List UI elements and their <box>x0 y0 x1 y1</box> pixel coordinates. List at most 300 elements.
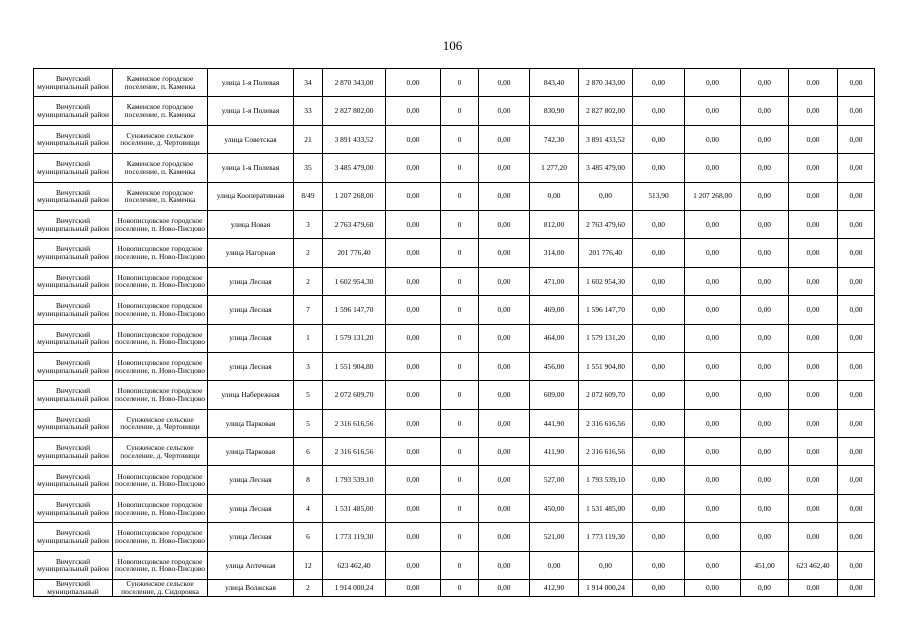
cell-house-number: 8 <box>294 466 323 494</box>
cell-house-number: 34 <box>294 69 323 97</box>
cell-street: улица Аптечная <box>208 551 294 579</box>
cell-cost-a: 1 596 147,70 <box>579 296 633 324</box>
cell-col-11: 0,00 <box>633 466 685 494</box>
cell-col-15: 0,00 <box>838 438 875 466</box>
cell-col-15: 0,00 <box>838 239 875 267</box>
cell-house-number: 2 <box>294 239 323 267</box>
cell-municipal-district: Вичугский муниципальный район <box>34 324 113 352</box>
cell-col-7: 0 <box>441 69 479 97</box>
cell-settlement: Новописцовское городское поселение, п. Ново-Писцово <box>113 210 208 238</box>
cell-col-11: 0,00 <box>633 551 685 579</box>
table-row <box>34 409 875 437</box>
cell-col-13: 0,00 <box>741 296 789 324</box>
cell-col-6: 0,00 <box>386 580 441 597</box>
cell-col-6: 0,00 <box>386 352 441 380</box>
cell-settlement: Новописцовское городское поселение, п. Ново-Писцово <box>113 523 208 551</box>
cell-col-8: 0,00 <box>479 551 530 579</box>
cell-col-13: 451,00 <box>741 551 789 579</box>
cell-col-6: 0,00 <box>386 210 441 238</box>
cell-cost-a: 1 914 000,24 <box>579 580 633 597</box>
cell-col-8: 0,00 <box>479 324 530 352</box>
cell-total-cost: 2 827 802,00 <box>323 97 386 125</box>
cell-col-7: 0 <box>441 324 479 352</box>
cell-area: 1 277,20 <box>530 154 579 182</box>
cell-col-14: 0,00 <box>789 381 838 409</box>
cell-settlement: Новописцовское городское поселение, п. Ново-Писцово <box>113 267 208 295</box>
cell-settlement: Новописцовское городское поселение, п. Ново-Писцово <box>113 466 208 494</box>
cell-area: 471,00 <box>530 267 579 295</box>
cell-col-13: 0,00 <box>741 580 789 597</box>
table-row <box>34 154 875 182</box>
cell-settlement: Новописцовское городское поселение, п. Ново-Писцово <box>113 239 208 267</box>
cell-area: 441,90 <box>530 409 579 437</box>
cell-municipal-district: Вичугский муниципальный район <box>34 182 113 210</box>
cell-col-15: 0,00 <box>838 352 875 380</box>
cell-col-14: 0,00 <box>789 523 838 551</box>
cell-total-cost: 2 316 616,56 <box>323 438 386 466</box>
cell-col-6: 0,00 <box>386 182 441 210</box>
cell-house-number: 33 <box>294 97 323 125</box>
cell-municipal-district: Вичугский муниципальный район <box>34 381 113 409</box>
cell-area: 456,00 <box>530 352 579 380</box>
cell-cost-a: 2 316 616,56 <box>579 438 633 466</box>
cell-municipal-district: Вичугский муниципальный район <box>34 409 113 437</box>
cell-cost-a: 3 891 433,52 <box>579 125 633 153</box>
cell-col-13: 0,00 <box>741 69 789 97</box>
cell-col-12: 0,00 <box>685 409 741 437</box>
cell-col-7: 0 <box>441 551 479 579</box>
cell-street: улица Лесная <box>208 352 294 380</box>
cell-cost-a: 1 602 954,30 <box>579 267 633 295</box>
cell-street: улица Волжская <box>208 580 294 597</box>
cell-house-number: 5 <box>294 409 323 437</box>
cell-col-12: 0,00 <box>685 154 741 182</box>
cell-cost-a: 1 551 904,80 <box>579 352 633 380</box>
cell-col-14: 0,00 <box>789 438 838 466</box>
cell-col-8: 0,00 <box>479 97 530 125</box>
cell-col-15: 0,00 <box>838 69 875 97</box>
cell-col-15: 0,00 <box>838 409 875 437</box>
cell-area: 411,90 <box>530 438 579 466</box>
cell-area: 0,00 <box>530 182 579 210</box>
cell-col-14: 0,00 <box>789 210 838 238</box>
cell-col-6: 0,00 <box>386 69 441 97</box>
cell-col-13: 0,00 <box>741 409 789 437</box>
cell-settlement: Новописцовское городское поселение, п. Ново-Писцово <box>113 324 208 352</box>
table-row <box>34 381 875 409</box>
cell-col-14: 0,00 <box>789 267 838 295</box>
cell-street: улица Парковая <box>208 409 294 437</box>
cell-col-6: 0,00 <box>386 466 441 494</box>
cell-col-8: 0,00 <box>479 69 530 97</box>
cell-cost-a: 2 316 616,56 <box>579 409 633 437</box>
cell-area: 843,40 <box>530 69 579 97</box>
cell-col-14: 0,00 <box>789 466 838 494</box>
cell-col-13: 0,00 <box>741 125 789 153</box>
cell-municipal-district: Вичугский муниципальный район <box>34 125 113 153</box>
cell-settlement: Каменское городское поселение, п. Каменка <box>113 154 208 182</box>
cell-col-12: 1 207 268,00 <box>685 182 741 210</box>
cell-col-7: 0 <box>441 381 479 409</box>
cell-total-cost: 1 602 954,30 <box>323 267 386 295</box>
table-body <box>34 69 875 597</box>
cell-house-number: 5 <box>294 381 323 409</box>
cell-area: 450,00 <box>530 494 579 522</box>
cell-house-number: 21 <box>294 125 323 153</box>
cell-street: улица Кооперативная <box>208 182 294 210</box>
cell-col-12: 0,00 <box>685 69 741 97</box>
cell-house-number: 3 <box>294 210 323 238</box>
cell-col-8: 0,00 <box>479 494 530 522</box>
cell-cost-a: 2 763 479,60 <box>579 210 633 238</box>
cell-col-6: 0,00 <box>386 125 441 153</box>
cell-cost-a: 2 870 343,00 <box>579 69 633 97</box>
cell-col-14: 0,00 <box>789 296 838 324</box>
cell-col-14: 0,00 <box>789 125 838 153</box>
cell-col-13: 0,00 <box>741 154 789 182</box>
cell-municipal-district: Вичугский муниципальный район <box>34 438 113 466</box>
cell-col-13: 0,00 <box>741 97 789 125</box>
cell-total-cost: 201 776,40 <box>323 239 386 267</box>
table-row <box>34 352 875 380</box>
cell-col-15: 0,00 <box>838 296 875 324</box>
cell-col-6: 0,00 <box>386 494 441 522</box>
cell-col-15: 0,00 <box>838 494 875 522</box>
cell-settlement: Новописцовское городское поселение, п. Ново-Писцово <box>113 296 208 324</box>
cell-col-6: 0,00 <box>386 523 441 551</box>
table-row <box>34 239 875 267</box>
cell-col-12: 0,00 <box>685 125 741 153</box>
cell-col-7: 0 <box>441 466 479 494</box>
cell-total-cost: 1 793 539,10 <box>323 466 386 494</box>
cell-col-8: 0,00 <box>479 381 530 409</box>
cell-settlement: Новописцовское городское поселение, п. Ново-Писцово <box>113 551 208 579</box>
table-row <box>34 580 875 597</box>
cell-total-cost: 1 531 485,00 <box>323 494 386 522</box>
cell-settlement: Новописцовское городское поселение, п. Ново-Писцово <box>113 381 208 409</box>
cell-house-number: 2 <box>294 267 323 295</box>
cell-col-7: 0 <box>441 97 479 125</box>
cell-col-11: 0,00 <box>633 352 685 380</box>
cell-settlement: Новописцовское городское поселение, п. Ново-Писцово <box>113 494 208 522</box>
cell-area: 0,00 <box>530 551 579 579</box>
cell-municipal-district: Вичугский муниципальный район <box>34 97 113 125</box>
cell-col-11: 0,00 <box>633 580 685 597</box>
cell-area: 830,90 <box>530 97 579 125</box>
cell-street: улица Парковая <box>208 438 294 466</box>
table-row <box>34 210 875 238</box>
cell-house-number: 2 <box>294 580 323 597</box>
cell-settlement: Сунженское сельское поселение, д. Чертовищи <box>113 438 208 466</box>
cell-col-12: 0,00 <box>685 381 741 409</box>
cell-settlement: Сунженское сельское поселение, д. Чертовищи <box>113 125 208 153</box>
cell-total-cost: 2 870 343,00 <box>323 69 386 97</box>
cell-col-6: 0,00 <box>386 438 441 466</box>
cell-col-12: 0,00 <box>685 551 741 579</box>
cell-col-11: 0,00 <box>633 154 685 182</box>
cell-street: улица 1-я Полевая <box>208 97 294 125</box>
cell-col-11: 0,00 <box>633 210 685 238</box>
cell-area: 412,90 <box>530 580 579 597</box>
cell-total-cost: 2 316 616,56 <box>323 409 386 437</box>
cell-street: улица Лесная <box>208 296 294 324</box>
table-row <box>34 97 875 125</box>
cell-cost-a: 1 773 119,30 <box>579 523 633 551</box>
cell-col-14: 0,00 <box>789 69 838 97</box>
cell-col-14: 623 462,40 <box>789 551 838 579</box>
cell-col-12: 0,00 <box>685 352 741 380</box>
cell-col-7: 0 <box>441 210 479 238</box>
cell-street: улица Лесная <box>208 324 294 352</box>
cell-total-cost: 1 914 000,24 <box>323 580 386 597</box>
cell-col-6: 0,00 <box>386 267 441 295</box>
cell-col-12: 0,00 <box>685 324 741 352</box>
cell-cost-a: 2 072 609,70 <box>579 381 633 409</box>
cell-col-7: 0 <box>441 438 479 466</box>
cell-municipal-district: Вичугский муниципальный район <box>34 466 113 494</box>
cell-col-8: 0,00 <box>479 466 530 494</box>
cell-col-14: 0,00 <box>789 154 838 182</box>
cell-col-8: 0,00 <box>479 409 530 437</box>
cell-col-15: 0,00 <box>838 523 875 551</box>
cell-col-15: 0,00 <box>838 580 875 597</box>
cell-col-13: 0,00 <box>741 324 789 352</box>
cell-col-7: 0 <box>441 267 479 295</box>
cell-col-8: 0,00 <box>479 210 530 238</box>
cell-col-11: 0,00 <box>633 523 685 551</box>
cell-house-number: 3 <box>294 352 323 380</box>
table-row <box>34 182 875 210</box>
cell-col-12: 0,00 <box>685 239 741 267</box>
cell-area: 521,00 <box>530 523 579 551</box>
cell-total-cost: 1 551 904,80 <box>323 352 386 380</box>
cell-municipal-district: Вичугский муниципальный район <box>34 154 113 182</box>
cell-area: 527,00 <box>530 466 579 494</box>
cell-total-cost: 3 485 479,00 <box>323 154 386 182</box>
cell-col-13: 0,00 <box>741 494 789 522</box>
table-row <box>34 438 875 466</box>
cell-street: улица Набережная <box>208 381 294 409</box>
table-row <box>34 69 875 97</box>
cell-col-14: 0,00 <box>789 352 838 380</box>
cell-col-13: 0,00 <box>741 438 789 466</box>
cell-col-11: 513,90 <box>633 182 685 210</box>
cell-total-cost: 1 773 119,30 <box>323 523 386 551</box>
cell-col-11: 0,00 <box>633 494 685 522</box>
cell-col-15: 0,00 <box>838 154 875 182</box>
cell-col-7: 0 <box>441 182 479 210</box>
cell-municipal-district: Вичугский муниципальный район <box>34 267 113 295</box>
cell-col-11: 0,00 <box>633 409 685 437</box>
cell-col-15: 0,00 <box>838 125 875 153</box>
cell-settlement: Сунженское сельское поселение, д. Чертовищи <box>113 409 208 437</box>
cell-municipal-district: Вичугский муниципальный <box>34 580 113 597</box>
cell-street: улица 1-я Полевая <box>208 154 294 182</box>
cell-street: улица 1-я Полевая <box>208 69 294 97</box>
cell-col-14: 0,00 <box>789 97 838 125</box>
cell-col-8: 0,00 <box>479 125 530 153</box>
cell-settlement: Каменское городское поселение, п. Каменка <box>113 182 208 210</box>
table-row <box>34 523 875 551</box>
cell-col-15: 0,00 <box>838 210 875 238</box>
cell-total-cost: 1 207 268,00 <box>323 182 386 210</box>
cell-col-8: 0,00 <box>479 267 530 295</box>
cell-col-6: 0,00 <box>386 409 441 437</box>
cell-col-7: 0 <box>441 296 479 324</box>
cell-col-11: 0,00 <box>633 381 685 409</box>
cell-total-cost: 623 462,40 <box>323 551 386 579</box>
cell-cost-a: 2 827 802,00 <box>579 97 633 125</box>
page-number: 106 <box>442 38 463 53</box>
cell-total-cost: 2 072 609,70 <box>323 381 386 409</box>
cell-cost-a: 1 793 539,10 <box>579 466 633 494</box>
cell-col-12: 0,00 <box>685 267 741 295</box>
cell-col-6: 0,00 <box>386 381 441 409</box>
cell-municipal-district: Вичугский муниципальный район <box>34 523 113 551</box>
cell-street: улица Новая <box>208 210 294 238</box>
cell-col-8: 0,00 <box>479 438 530 466</box>
table-row <box>34 466 875 494</box>
cell-col-14: 0,00 <box>789 324 838 352</box>
cell-col-7: 0 <box>441 125 479 153</box>
cell-col-14: 0,00 <box>789 239 838 267</box>
cell-municipal-district: Вичугский муниципальный район <box>34 296 113 324</box>
cell-col-13: 0,00 <box>741 466 789 494</box>
cell-street: улица Лесная <box>208 267 294 295</box>
table-row <box>34 296 875 324</box>
cell-col-8: 0,00 <box>479 154 530 182</box>
cell-col-12: 0,00 <box>685 296 741 324</box>
cell-total-cost: 1 596 147,70 <box>323 296 386 324</box>
cell-col-6: 0,00 <box>386 551 441 579</box>
cell-house-number: 12 <box>294 551 323 579</box>
cell-cost-a: 1 579 131,20 <box>579 324 633 352</box>
cell-col-11: 0,00 <box>633 97 685 125</box>
cell-col-11: 0,00 <box>633 239 685 267</box>
cell-area: 464,00 <box>530 324 579 352</box>
cell-col-7: 0 <box>441 352 479 380</box>
cell-house-number: 7 <box>294 296 323 324</box>
cell-cost-a: 0,00 <box>579 551 633 579</box>
table-row <box>34 267 875 295</box>
cell-municipal-district: Вичугский муниципальный район <box>34 69 113 97</box>
cell-house-number: 1 <box>294 324 323 352</box>
cell-col-7: 0 <box>441 494 479 522</box>
cell-col-11: 0,00 <box>633 438 685 466</box>
cell-col-12: 0,00 <box>685 494 741 522</box>
cell-col-6: 0,00 <box>386 324 441 352</box>
cell-municipal-district: Вичугский муниципальный район <box>34 210 113 238</box>
cell-street: улица Лесная <box>208 494 294 522</box>
cell-house-number: 8/49 <box>294 182 323 210</box>
cell-col-15: 0,00 <box>838 551 875 579</box>
cell-col-13: 0,00 <box>741 267 789 295</box>
cell-col-15: 0,00 <box>838 324 875 352</box>
cell-settlement: Сунженское сельское поселение, д. Сидоровка <box>113 580 208 597</box>
cell-col-14: 0,00 <box>789 182 838 210</box>
cell-cost-a: 0,00 <box>579 182 633 210</box>
cell-street: улица Советская <box>208 125 294 153</box>
cell-col-11: 0,00 <box>633 296 685 324</box>
cell-col-6: 0,00 <box>386 97 441 125</box>
cell-col-14: 0,00 <box>789 494 838 522</box>
cell-col-6: 0,00 <box>386 154 441 182</box>
cell-settlement: Каменское городское поселение, п. Каменка <box>113 69 208 97</box>
cell-cost-a: 201 776,40 <box>579 239 633 267</box>
cell-col-15: 0,00 <box>838 381 875 409</box>
cell-col-8: 0,00 <box>479 182 530 210</box>
cell-col-8: 0,00 <box>479 580 530 597</box>
cell-house-number: 4 <box>294 494 323 522</box>
table-row <box>34 324 875 352</box>
cell-street: улица Нагорная <box>208 239 294 267</box>
cell-area: 742,30 <box>530 125 579 153</box>
cell-area: 314,00 <box>530 239 579 267</box>
cell-col-7: 0 <box>441 239 479 267</box>
cell-total-cost: 2 763 479,60 <box>323 210 386 238</box>
cell-col-6: 0,00 <box>386 239 441 267</box>
cell-cost-a: 3 485 479,00 <box>579 154 633 182</box>
housing-repair-table <box>33 68 875 597</box>
cell-municipal-district: Вичугский муниципальный район <box>34 551 113 579</box>
cell-area: 812,00 <box>530 210 579 238</box>
cell-cost-a: 1 531 485,00 <box>579 494 633 522</box>
cell-col-14: 0,00 <box>789 409 838 437</box>
cell-col-15: 0,00 <box>838 182 875 210</box>
cell-total-cost: 1 579 131,20 <box>323 324 386 352</box>
cell-settlement: Новописцовское городское поселение, п. Ново-Писцово <box>113 352 208 380</box>
cell-municipal-district: Вичугский муниципальный район <box>34 239 113 267</box>
cell-col-7: 0 <box>441 409 479 437</box>
cell-house-number: 35 <box>294 154 323 182</box>
cell-house-number: 6 <box>294 523 323 551</box>
cell-area: 469,00 <box>530 296 579 324</box>
cell-house-number: 6 <box>294 438 323 466</box>
cell-street: улица Лесная <box>208 523 294 551</box>
cell-col-13: 0,00 <box>741 381 789 409</box>
cell-col-8: 0,00 <box>479 523 530 551</box>
cell-col-14: 0,00 <box>789 580 838 597</box>
cell-col-13: 0,00 <box>741 182 789 210</box>
cell-col-12: 0,00 <box>685 438 741 466</box>
cell-municipal-district: Вичугский муниципальный район <box>34 494 113 522</box>
table-row <box>34 125 875 153</box>
cell-col-15: 0,00 <box>838 97 875 125</box>
cell-col-7: 0 <box>441 523 479 551</box>
cell-col-12: 0,00 <box>685 523 741 551</box>
cell-col-12: 0,00 <box>685 210 741 238</box>
cell-settlement: Каменское городское поселение, п. Каменка <box>113 97 208 125</box>
cell-col-12: 0,00 <box>685 580 741 597</box>
cell-col-6: 0,00 <box>386 296 441 324</box>
table-row <box>34 551 875 579</box>
cell-col-13: 0,00 <box>741 210 789 238</box>
cell-area: 609,00 <box>530 381 579 409</box>
cell-municipal-district: Вичугский муниципальный район <box>34 352 113 380</box>
cell-col-13: 0,00 <box>741 523 789 551</box>
cell-col-15: 0,00 <box>838 466 875 494</box>
cell-col-12: 0,00 <box>685 97 741 125</box>
cell-col-7: 0 <box>441 154 479 182</box>
cell-col-11: 0,00 <box>633 324 685 352</box>
cell-col-8: 0,00 <box>479 296 530 324</box>
cell-col-12: 0,00 <box>685 466 741 494</box>
cell-col-7: 0 <box>441 580 479 597</box>
cell-total-cost: 3 891 433,52 <box>323 125 386 153</box>
cell-col-15: 0,00 <box>838 267 875 295</box>
cell-col-8: 0,00 <box>479 352 530 380</box>
table-row <box>34 494 875 522</box>
